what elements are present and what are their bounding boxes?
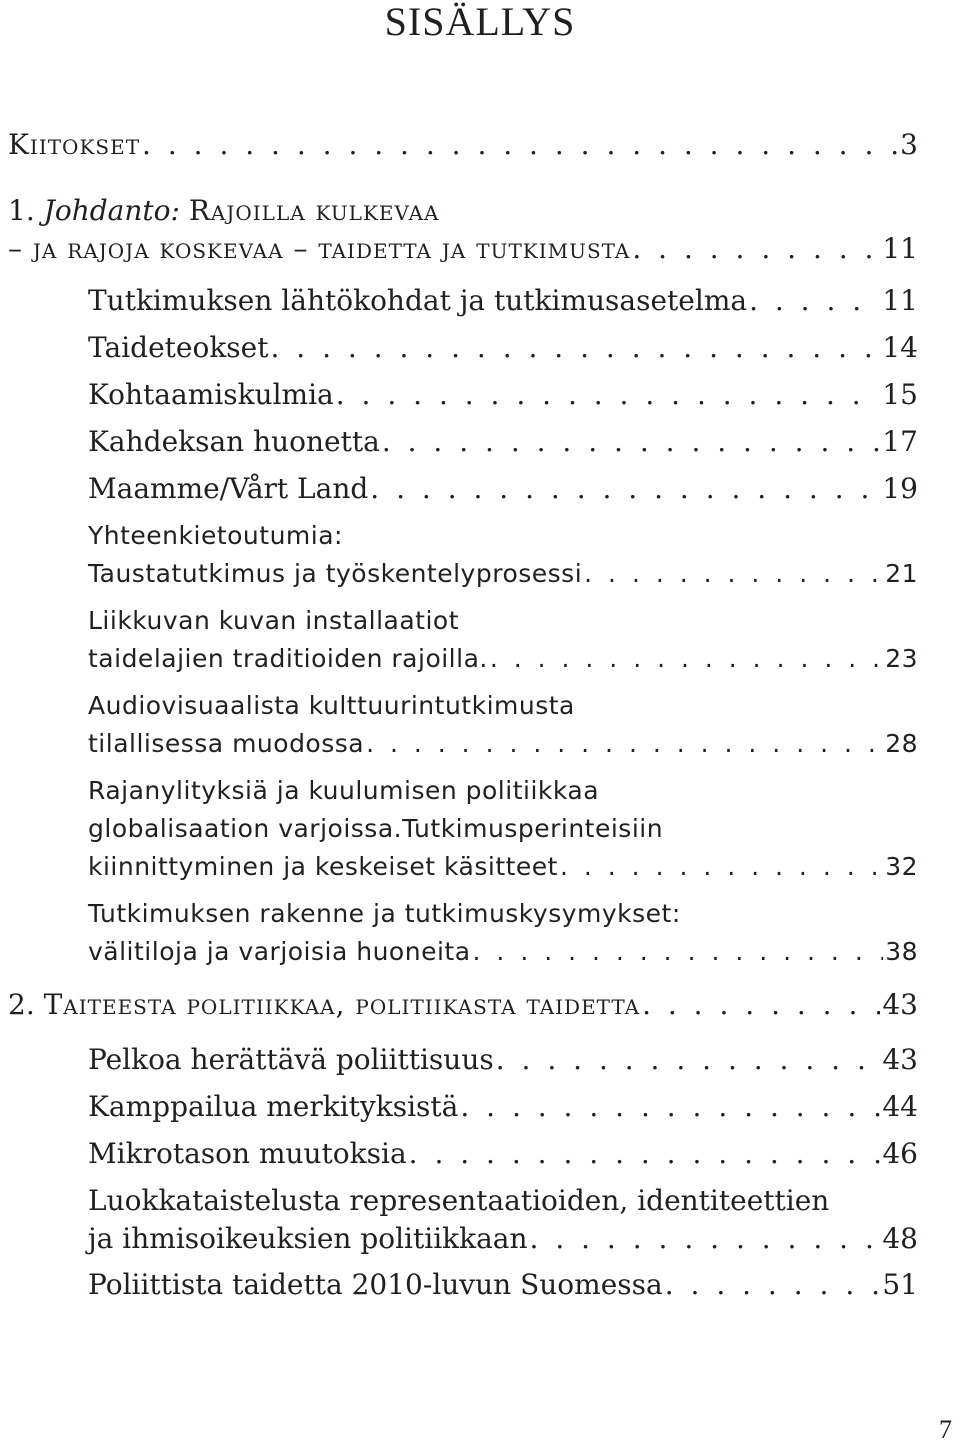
page-number: 7 [939,1415,952,1444]
dot-leader [490,640,883,678]
dot-leader [496,1041,881,1079]
toc-page-number: 21 [885,559,918,588]
toc-entry-tutkimuksen-rakenne[interactable] [88,895,918,971]
toc-entry-label-line-3: kiinnittyminen ja keskeiset käsitteet [88,852,558,881]
toc-page-number: 32 [885,852,918,881]
toc-entry-maamme[interactable] [88,470,918,508]
toc-page-number: 43 [882,1043,918,1076]
chapter-number: 1. [8,194,35,227]
dot-leader [409,1135,881,1173]
toc-entry-label-line-2: Taustatutkimus ja työskentelyprosessi [88,559,583,588]
toc-page-number: 15 [882,378,918,411]
toc-entry-kohtaamiskulmia[interactable] [88,376,918,414]
dot-leader [366,725,883,763]
dot-leader [270,329,880,367]
dot-leader [142,126,898,164]
toc-page-number: 38 [885,937,918,966]
toc-entry-kahdeksan-huonetta[interactable] [88,423,918,461]
toc-entry-label-line-1: Audiovisuaalista kulttuurintutkimusta [88,691,575,720]
chapter-title-line-1: Rajoilla kulkevaa [188,194,440,227]
toc-entry-label: Kamppailua merkityksistä [88,1090,459,1123]
toc-entry-luokkataistelusta[interactable] [88,1182,918,1258]
toc-entry-label: Kiitokset [8,128,141,161]
dot-leader [370,470,880,508]
toc-entry-taideteokset[interactable] [88,329,918,367]
toc-entry-yhteenkietoutumia[interactable] [88,517,918,593]
dot-leader [473,933,884,971]
chapter-title-line-2: – ja rajoja koskevaa – taidetta ja tutkimusta [8,232,631,265]
toc-entry-label-line-1: Rajanylityksiä ja kuulumisen politiikkaa [88,776,600,805]
dot-leader [584,555,883,593]
toc-entry-label: Mikrotason muutoksia [88,1137,407,1170]
dot-leader [632,230,880,268]
toc-page-number: 11 [882,232,918,265]
dot-leader [642,986,880,1024]
dot-leader [665,1266,881,1304]
toc-entry-label: Kohtaamiskulmia [88,378,334,411]
chapter-number: 2. [8,988,35,1021]
toc-entry-kamppailua[interactable] [88,1088,918,1126]
toc-entry-label: Poliittista taidetta 2010-luvun Suomessa [88,1268,663,1301]
toc-page-number: 14 [882,331,918,364]
toc-entry-label: Taideteokset [88,331,269,364]
toc-page-number: 48 [882,1222,918,1255]
page-title: SISÄLLYS [384,0,576,44]
toc-entry-label-line-2: välitiloja ja varjoisia huoneita [88,937,471,966]
toc-entry-lahtokohdat[interactable] [88,282,918,320]
toc-page-number: 43 [882,988,918,1021]
toc-page-number: 23 [885,644,918,673]
dot-leader [336,376,881,414]
toc-page-number: 44 [882,1090,918,1123]
toc-entry-label-line-1: Liikkuvan kuvan installaatiot [88,606,460,635]
dot-leader [560,848,883,886]
toc-page-number: 46 [882,1137,918,1170]
toc-entry-label-line-2: ja ihmisoikeuksien politiikkaan [88,1222,528,1255]
toc-entry-label-line-2: tilallisessa muodossa [88,729,365,758]
toc-entry-label: Tutkimuksen lähtökohdat ja tutkimusasetelma [88,284,748,317]
dot-leader [749,282,880,320]
toc-entry-label-line-2: globalisaation varjoissa.Tutkimusperinteisiin [88,814,664,843]
toc-entry-label: Pelkoa herättävä poliittisuus [88,1043,494,1076]
dot-leader [530,1220,881,1258]
chapter-title: Taiteesta politiikkaa, politiikasta taidetta [43,988,641,1021]
toc-entry-poliittista-taidetta[interactable] [88,1266,918,1304]
toc-page-number: 3 [900,128,918,161]
toc-entry-label: Kahdeksan huonetta [88,425,380,458]
toc-page-number: 51 [882,1268,918,1301]
chapter-prefix: Johdanto: [43,194,180,227]
dot-leader [460,1088,880,1126]
toc-entry-chapter-2[interactable] [8,986,918,1024]
toc-entry-label: Maamme/Vårt Land [88,472,369,505]
toc-page-number: 11 [882,284,918,317]
dot-leader [382,423,881,461]
toc-entry-label-line-1: Luokkataistelusta representaatioiden, identiteettien [88,1184,830,1217]
toc-page-number: 28 [885,729,918,758]
toc-entry-chapter-1[interactable] [8,192,918,268]
toc-entry-label-line-1: Yhteenkietoutumia: [88,521,343,550]
toc-page-number: 17 [882,425,918,458]
toc-entry-label-line-2: taidelajien traditioiden rajoilla. [88,644,488,673]
toc-entry-mikrotason[interactable] [88,1135,918,1173]
toc-entry-liikkuvan-kuvan[interactable] [88,602,918,678]
toc-page-number: 19 [882,472,918,505]
toc-entry-kiitokset[interactable] [8,126,918,164]
toc-entry-rajanylityksia[interactable] [88,772,918,886]
toc-entry-audiovisuaalista[interactable] [88,687,918,763]
toc-entry-pelkoa[interactable] [88,1041,918,1079]
toc-entry-label-line-1: Tutkimuksen rakenne ja tutkimuskysymykset: [88,899,681,928]
